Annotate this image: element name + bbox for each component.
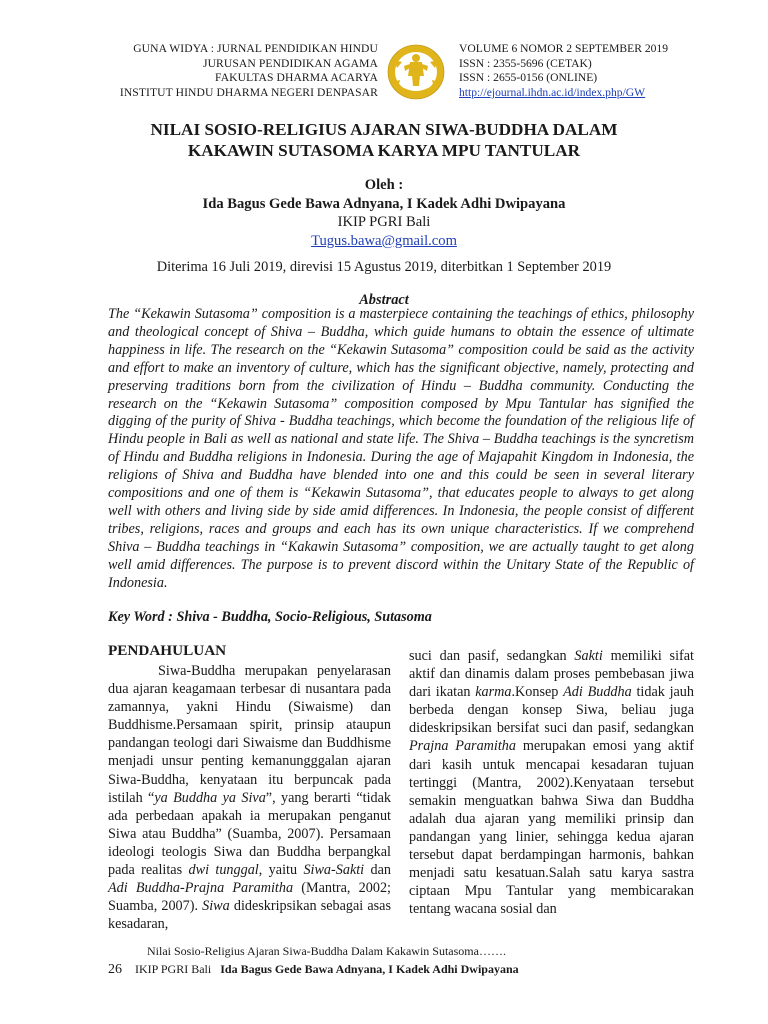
text-run: dan	[364, 862, 391, 879]
italic-term: dwi tunggal	[188, 862, 259, 879]
journal-header-left	[78, 42, 378, 100]
paper-title-line: NILAI SOSIO-RELIGIUS AJARAN SIWA-BUDDHA DALAM	[150, 120, 618, 139]
text-run: merupakan emosi yang aktif dari kasih untuk mencapai kesadaran tujuan tertinggi (Mantra, 2002).Kenyataan tersebut semakin menguatkan bahwa Siwa dan Buddha adalah dua ajaran yang memiliki prinsip dan pandangan yang linier, sehingga kedua ajaran tersebut dapat berdampingan harmonis, bahkan menjadi satu kesatuan.Salah satu karya sastra ciptaan Mpu Tantular yang membicarakan tentang wacana sosial dan	[409, 738, 694, 918]
text-run: (Mantra, 2002; Suamba, 2007).	[108, 880, 391, 915]
byline	[60, 176, 708, 250]
header-department: JURUSAN PENDIDIKAN AGAMA	[202, 56, 378, 70]
journal-header-right	[459, 42, 699, 100]
italic-term: Siwa-Sakti	[303, 862, 365, 879]
author-email-link[interactable]: Tugus.bawa@gmail.com	[311, 232, 457, 249]
text-run: tidak jauh berbeda dengan konsep Siwa, beliau juga dideskripsikan bersifat suci dan pasif, sedangkan	[409, 684, 694, 737]
header-issn-online: ISSN : 2655-0156 (ONLINE)	[459, 71, 598, 85]
running-title: Nilai Sosio-Religius Ajaran Siwa-Buddha Dalam Kakawin Sutasoma…….	[147, 944, 506, 958]
intro-paragraph	[108, 662, 391, 933]
italic-term: Prajna Paramitha	[409, 738, 516, 755]
footer-authors: Ida Bagus Gede Bawa Adnyana, I Kadek Adhi Dwipayana	[220, 962, 519, 976]
author-names: Ida Bagus Gede Bawa Adnyana, I Kadek Adhi Dwipayana	[202, 195, 566, 212]
italic-term: ya Buddha ya Siva	[154, 789, 266, 806]
header-issn-print: ISSN : 2355-5696 (CETAK)	[459, 56, 592, 70]
text-run: .Konsep	[511, 684, 564, 701]
by-label: Oleh :	[364, 177, 404, 193]
body-column-left	[108, 642, 391, 933]
university-seal-icon	[384, 38, 448, 102]
header-faculty: FAKULTAS DHARMA ACARYA	[215, 71, 378, 85]
keywords-list: Shiva - Buddha, Socio-Religious, Sutasoma	[176, 609, 432, 625]
italic-term: Adi Buddha-Prajna Paramitha	[108, 880, 294, 897]
page-number: 26	[108, 962, 122, 977]
keywords-label: Key Word	[108, 609, 165, 625]
paper-title-line: KAKAWIN SUTASOMA KARYA MPU TANTULAR	[187, 140, 581, 160]
text-run: ”, yang berarti “tidak ada perbedaan apakah ia merupakan penganut Siwa atau Buddha” (Suamba, 2007). Persamaan ideologi teologis Siwa dan Buddha berpangkal pada realitas	[108, 789, 392, 879]
header-journal-name: GUNA WIDYA : JURNAL PENDIDIKAN HINDU	[133, 42, 378, 55]
header-volume: VOLUME 6 NOMOR 2 SEPTEMBER 2019	[459, 42, 669, 55]
header-institute: INSTITUT HINDU DHARMA NEGERI DENPASAR	[119, 85, 378, 99]
keywords-separator: :	[164, 609, 177, 625]
submission-dates: Diterima 16 Juli 2019, direvisi 15 Agustus 2019, diterbitkan 1 September 2019	[156, 259, 612, 275]
intro-paragraph-continued	[409, 647, 694, 918]
text-run: memiliki sifat aktif dan dinamis dalam proses pembebasan jiwa dari ikatan	[409, 648, 694, 701]
author-affiliation: IKIP PGRI Bali	[337, 214, 431, 231]
text-run: dideskripsikan sebagai asas kesadaran,	[108, 898, 391, 933]
body-column-right	[409, 647, 694, 918]
section-heading: PENDAHULUAN	[108, 642, 227, 659]
text-run: Siwa-Buddha merupakan penyelarasan dua ajaran keagamaan terbesar di nusantara pada zamannya, yakni Hindu (Siwaisme) dan Buddhisme.Persamaan spirit, prinsip ataupun pandangan teologi dari Siwaisme dan Buddhisme menjadi unsur penting kemanungggalan ajaran Siwa-Buddha, kenyataan itu berpuncak pada istilah “	[108, 663, 391, 806]
footer-institution: IKIP PGRI Bali	[135, 962, 212, 976]
abstract-body: The “Kekawin Sutasoma” composition is a masterpiece containing the teachings of ethics, philosophy and theological concept of Shiva – Buddha, which guide humans to obtain the essence of ultimate happiness in life. The research on the “Kekawin Sutasoma” composition could be said as the activity and effort to make an inventory of culture, which has the significant objective, namely, protecting and preserving traditions born from the civilization of Hindu – Buddha community. Conducting the research on the “Kekawin Sutasoma” composition composed by Mpu Tantular has signified the digging of the purity of Shiva - Buddha teachings, which become the foundation of the religious life of Hindu people in Bali as well as national and state life. The Shiva – Buddha teachings is the syncretism of Hindu and Buddha religions in Indonesia. During the age of Majapahit Kingdom in Indonesia, the religions of Shiva and Buddha have blended into one and this could be seen in several literary compositions and one of them is “Kekawin Sutasoma”, that educates people to always to get along well with others and living side by side amid differences. In Indonesia, the people consist of different tribes, religions, races and groups and each has its own unique characteristics. If we comprehend Shiva – Buddha teachings in “Kakawin Sutasoma” composition, we are actually taught to get along well amid differences. The purpose is to prevent discord within the Unitary State of the Republic of Indonesia.	[108, 306, 694, 591]
abstract-heading: Abstract	[359, 292, 409, 308]
italic-term: Sakti	[574, 648, 603, 664]
text-run: suci dan pasif, sedangkan	[409, 648, 575, 664]
italic-term: Adi Buddha	[563, 684, 632, 701]
paper-title	[60, 120, 708, 161]
text-run: , yaitu	[258, 862, 304, 879]
keywords-line	[108, 608, 694, 626]
italic-term: karma	[475, 684, 512, 701]
footer-line	[108, 962, 519, 978]
journal-url-link[interactable]: http://ejournal.ihdn.ac.id/index.php/GW	[459, 85, 646, 99]
italic-term: Siwa	[202, 898, 230, 915]
